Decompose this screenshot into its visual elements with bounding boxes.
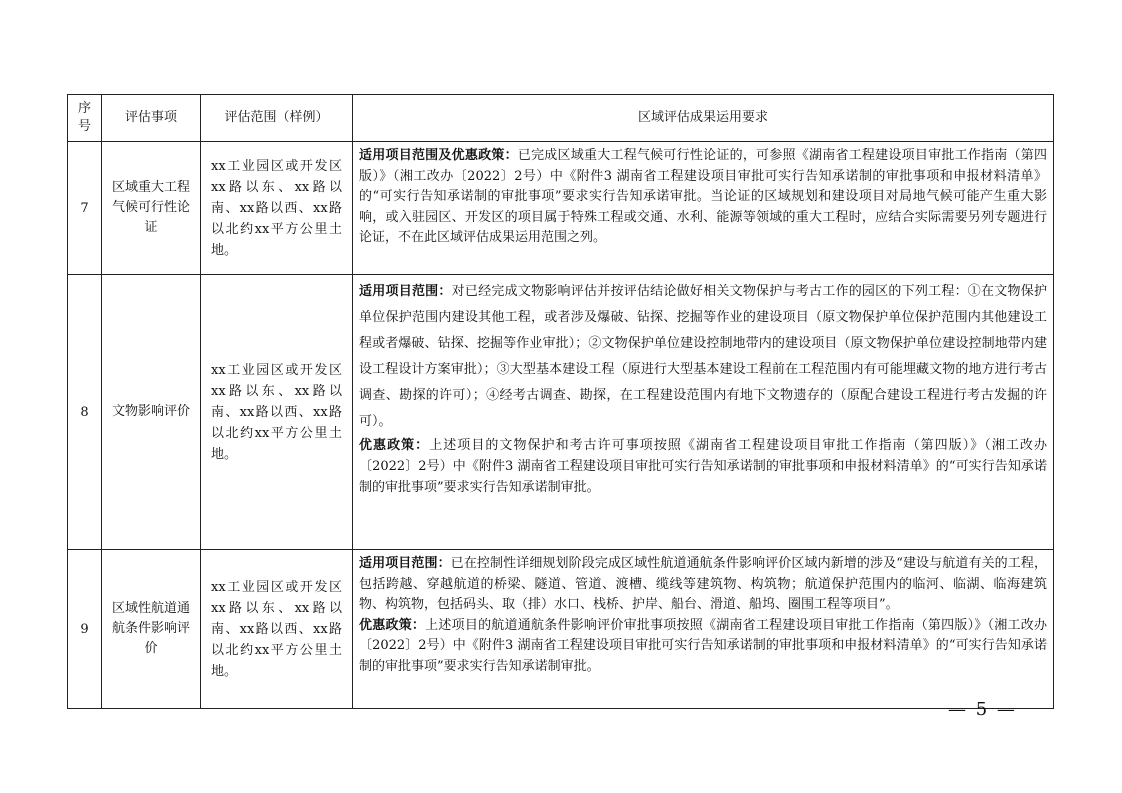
table-row [68,550,1054,709]
page-number: — 5 — [948,699,1017,720]
requirement-text: 上述项目的文物保护和考古许可事项按照《湖南省工程建设项目审批工作指南（第四版）》（湘工改办〔2022〕2号）中《附件3 湖南省工程建设项目审批可实行告知承诺制的审批事项和申报材料清单》的“可实行告知承诺制的审批事项”要求实行告知承诺制审批。 [359,438,1047,495]
requirement-label: 适用项目范围： [359,284,452,299]
requirement-text: 对已经完成文物影响评估并按评估结论做好相关文物保护与考古工作的园区的下列工程：①在文物保护单位保护范围内建设其他工程，或者涉及爆破、钻探、挖掘等作业的建设项目（原文物保护单位保护范围内其他建设工程或者爆破、钻探、挖掘等作业审批）；②文物保护单位建设控制地带内的建设项目（原文物保护单位建设控制地带内建设工程设计方案审批）；③大型基本建设工程（原进行大型基本建设工程前在工程范围内有可能埋藏文物的地方进行考古调查、勘探的许可）；④经考古调查、勘探，在工程建设范围内有地下文物遗存的（原配合建设工程进行考古发掘的许可）。 [359,284,1047,429]
regional-evaluation-table [67,94,1054,709]
requirement-text: 上述项目的航道通航条件影响评价审批事项按照《湖南省工程建设项目审批工作指南（第四版）》（湘工改办〔2022〕2号）中《附件3 湖南省工程建设项目审批可实行告知承诺制的审批事项和申报材料清单》的“可实行告知承诺制的审批事项”要求实行告知承诺制审批。 [359,617,1047,674]
table-row [68,275,1054,550]
requirement-paragraph [359,554,1047,616]
requirement-label: 适用项目范围及优惠政策： [359,148,518,163]
requirement-paragraph [359,279,1047,435]
header-scope: 评估范围（样例） [201,95,353,142]
requirement-label: 优惠政策： [359,617,426,633]
row-index: 7 [68,142,102,275]
requirement-paragraph [359,435,1047,498]
row-scope: xx工业园区或开发区xx路以东、xx路以南、xx路以西、xx路以北约xx平方公里土地。 [201,142,353,275]
row-item: 区域性航道通航条件影响评价 [102,550,201,709]
requirement-label: 优惠政策： [359,438,430,453]
row-item: 区域重大工程气候可行性论证 [102,142,201,275]
row-index: 9 [68,550,102,709]
table-row [68,142,1054,275]
row-scope: xx工业园区或开发区xx路以东、xx路以南、xx路以西、xx路以北约xx平方公里土地。 [201,550,353,709]
header-index: 序号 [68,95,102,142]
row-index: 8 [68,275,102,550]
row-scope: xx工业园区或开发区xx路以东、xx路以南、xx路以西、xx路以北约xx平方公里土地。 [201,275,353,550]
requirement-text: 已在控制性详细规划阶段完成区域性航道通航条件影响评价区域内新增的涉及“建设与航道有关的工程，包括跨越、穿越航道的桥梁、隧道、管道、渡槽、缆线等建筑物、构筑物；航道保护范围内的临河、临湖、临海建筑物、构筑物，包括码头、取（排）水口、栈桥、护岸、船台、滑道、船坞、圈围工程等项目”。 [359,556,1047,612]
evaluation-table-container [67,94,1053,709]
row-requirements [353,142,1054,275]
row-requirements [353,275,1054,550]
row-item: 文物影响评价 [102,275,201,550]
header-item: 评估事项 [102,95,201,142]
requirement-paragraph [359,616,1047,678]
requirement-paragraph [359,146,1047,249]
requirement-text: 已完成区域重大工程气候可行性论证的，可参照《湖南省工程建设项目审批工作指南（第四版）》（湘工改办〔2022〕2号）中《附件3 湖南省工程建设项目审批可实行告知承诺制的审批事项和申报材料清单》的“可实行告知承诺制的审批事项”要求实行告知承诺审批。当论证的区域规划和建设项目对局地气候可能产生重大影响，或入驻园区、开发区的项目属于特殊工程或交通、水利、能源等领域的重大工程时，应结合实际需要另列专题进行论证，不在此区域评估成果运用范围之列。 [359,148,1047,245]
requirement-label: 适用项目范围： [359,556,451,571]
row-requirements [353,550,1054,709]
header-requirements: 区域评估成果运用要求 [353,95,1054,142]
table-header-row [68,95,1054,142]
